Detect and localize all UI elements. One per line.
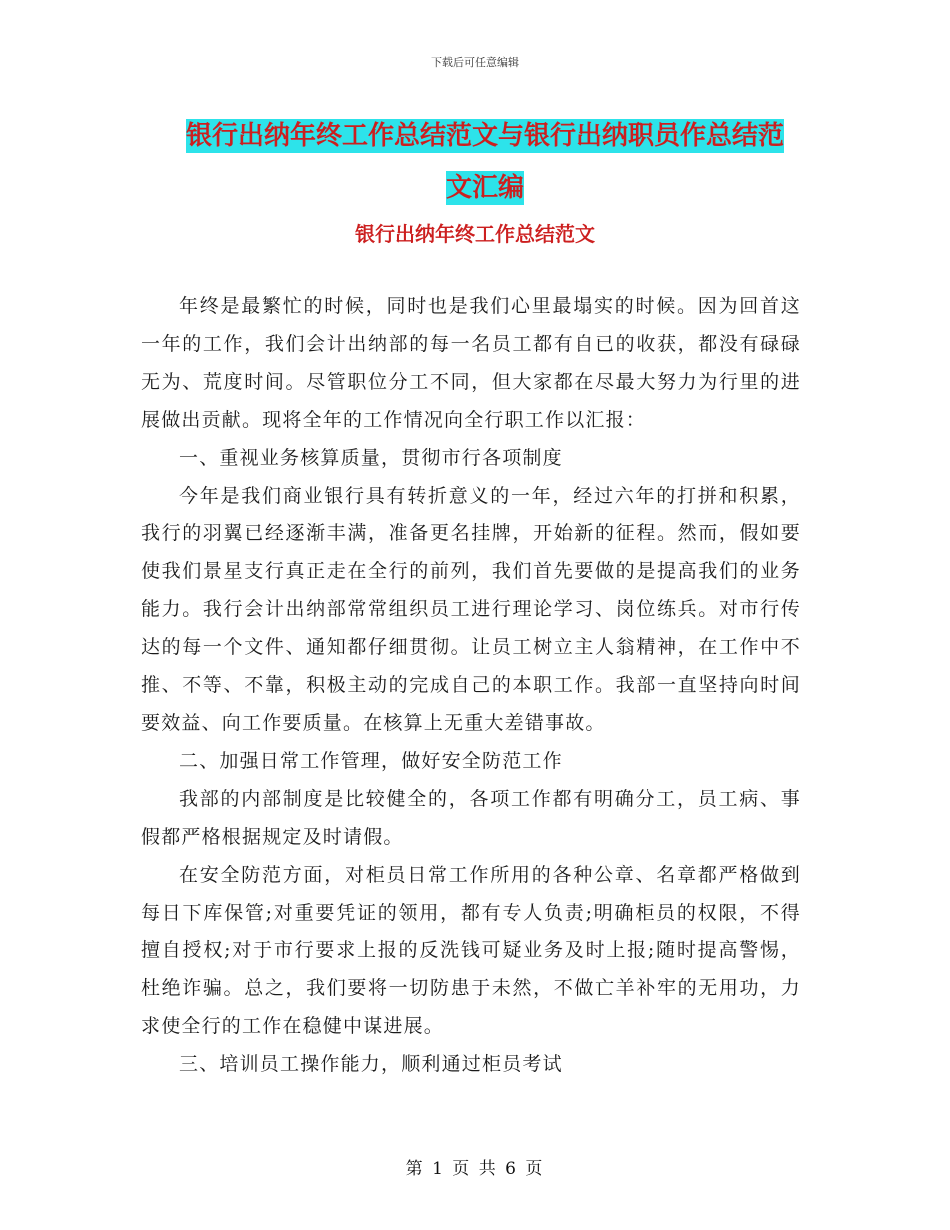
heading-section-2: 二、加强日常工作管理，做好安全防范工作 xyxy=(179,749,563,772)
heading-section-3: 三、培训员工操作能力，顺利通过柜员考试 xyxy=(179,1053,563,1076)
document-title-line-1: 银行出纳年终工作总结范文与银行出纳职员作总结范 xyxy=(185,121,784,151)
paragraph-section-1: 今年是我们商业银行具有转折意义的一年，经过六年的打拼和积累，我行的羽翼已经逐渐丰满，准备更名挂牌，开始新的征程。然而，假如要使我们景星支行真正走在全行的前列，我们首先要做的是提高我们的业务能力。我行会计出纳部常常组织员工进行理论学习、岗位练兵。对市行传达的每一个文件、通知都仔细贯彻。让员工树立主人翁精神，在工作中不推、不等、不靠，积极主动的完成自己的本职工作。我部一直坚持向时间要效益、向工作要质量。在核算上无重大差错事故。 xyxy=(141,484,801,734)
paragraph-intro: 年终是最繁忙的时候，同时也是我们心里最塌实的时候。因为回首这一年的工作，我们会计出纳部的每一名员工都有自已的收获，都没有碌碌无为、荒度时间。尽管职位分工不同，但大家都在尽最大努力为行里的进展做出贡献。现将全年的工作情况向全行职工作以汇报： xyxy=(141,295,801,431)
document-body xyxy=(141,288,801,1084)
paragraph-section-2a: 我部的内部制度是比较健全的，各项工作都有明确分工，员工病、事假都严格根据规定及时请假。 xyxy=(141,787,801,848)
paragraph-section-2b: 在安全防范方面，对柜员日常工作所用的各种公章、名章都严格做到每日下库保管;对重要凭证的领用，都有专人负责;明确柜员的权限，不得擅自授权;对于市行要求上报的反洗钱可疑业务及时上报;随时提高警惕，杜绝诈骗。总之，我们要将一切防患于未然，不做亡羊补牢的无用功，力求使全行的工作在稳健中谋进展。 xyxy=(141,863,801,1038)
document-title xyxy=(140,110,830,214)
document-title-line-2: 文汇编 xyxy=(445,173,524,203)
heading-section-1: 一、重视业务核算质量，贯彻市行各项制度 xyxy=(179,446,563,469)
section-title: 银行出纳年终工作总结范文 xyxy=(355,222,595,246)
header-note: 下载后可任意编辑 xyxy=(431,56,519,69)
page-number: 第 1 页 共 6 页 xyxy=(405,1159,545,1179)
